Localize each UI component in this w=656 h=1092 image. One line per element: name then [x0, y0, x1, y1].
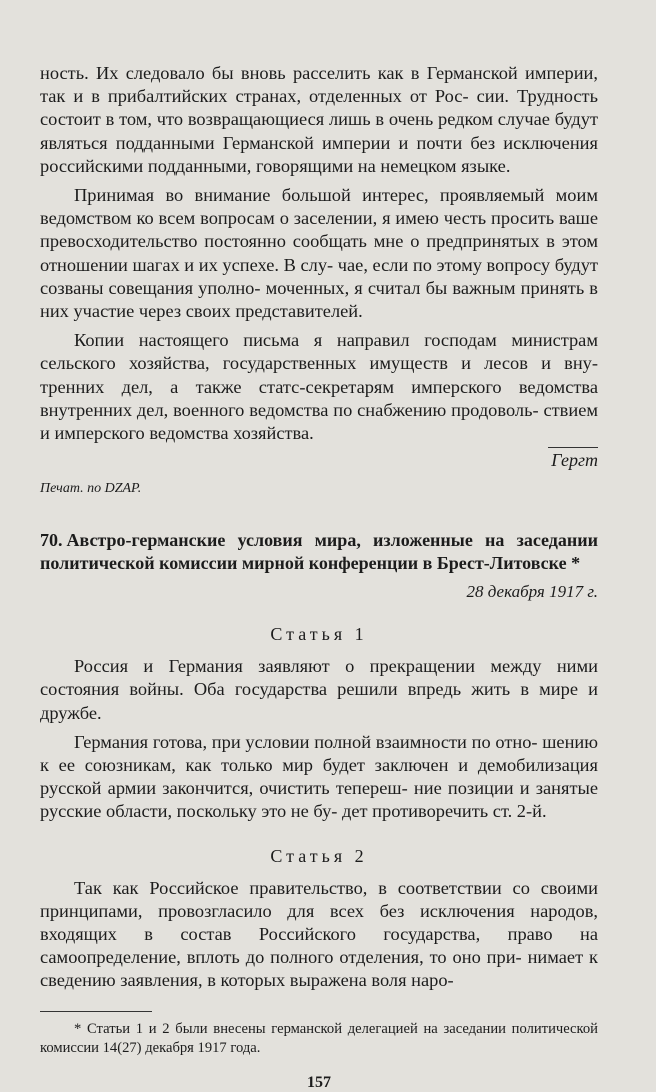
text-line: империи и почти без исключения российскими подданными,: [40, 132, 598, 176]
footnote: * Статьи 1 и 2 были внесены германской делегацией на заседании политической комиссии 14(27) декабря 1917 года.: [40, 1020, 598, 1056]
text-line: просить ваше превосходительство постоянно сообщать мне: [40, 208, 598, 252]
text-line: шению к ее союзникам, как только мир будет заключен и: [40, 731, 598, 776]
paragraph: [40, 62, 598, 178]
paragraph: [40, 877, 598, 993]
text-line: ние позиции и занятые русские области, поскольку это не бу-: [40, 778, 599, 822]
text-line: сии. Трудность состоит в том, что возвращающиеся лишь в: [40, 86, 598, 130]
article-2-body: [40, 877, 598, 993]
text-line: очень редком случае будут являться подданными Германской: [40, 109, 598, 153]
text-line: Россия и Германия заявляют о прекращении между ними: [74, 656, 598, 677]
paragraph: [40, 184, 598, 323]
paragraph: [40, 655, 598, 725]
text-line: о предпринятых в этом отношении шагах и их успехе. В слу-: [40, 231, 598, 275]
text-line: своих представителей.: [185, 301, 363, 322]
text-line: Германия готова, при условии полной взаимности по отно-: [74, 731, 538, 752]
source-note: Печат. по DZAP.: [40, 481, 142, 497]
text-line: внутренних дел, военного ведомства по снабжению продоволь-: [40, 399, 539, 420]
letter-body: [40, 62, 598, 445]
document-number: 70.: [40, 530, 63, 551]
text-line: тренних дел, а также статс-секретарям имперского ведомства: [40, 376, 598, 397]
text-line: Принимая во внимание большой интерес, проявляемый: [74, 185, 545, 206]
article-1-body: [40, 655, 598, 823]
signature-block: [40, 449, 598, 471]
text-line: Так как Российское правительство, в соответствии со: [74, 877, 530, 898]
paragraph: [40, 329, 598, 445]
text-line: нимает к сведению заявления, в которых выражена воля наро-: [40, 947, 598, 991]
text-line: моим ведомством ко всем вопросам о заселении, я имею честь: [40, 185, 598, 229]
text-line: империи, так и в прибалтийских странах, отделенных от Рос-: [40, 63, 598, 107]
paragraph: [40, 731, 598, 824]
text-line: своими принципами, провозгласило для всех без исключения: [40, 877, 598, 921]
text-line: демобилизация русской армии закончится, очистить теперeш-: [40, 755, 598, 799]
text-column: [40, 62, 598, 1092]
footnote-rule: [40, 1011, 152, 1012]
signature-dash: [548, 447, 598, 448]
signature: Гергт: [551, 450, 598, 471]
article-1-heading: Статья 1: [270, 624, 368, 645]
text-line: дет противоречить ст. 2-й.: [342, 801, 547, 822]
text-line: ность. Их следовало бы вновь расселить как в Германской: [40, 63, 518, 83]
article-2-heading: Статья 2: [270, 845, 368, 866]
document-heading: [40, 529, 598, 574]
text-line: чае, если по этому вопросу будут созваны совещания уполно-: [40, 254, 598, 298]
text-line: ствием и имперского ведомства хозяйства.: [40, 399, 598, 444]
text-line: моченных, я считал бы важным принять в них участие через: [40, 277, 598, 322]
document-title: Австро-германские условия мира, изложенные на заседании политической комиссии мирной конференции в Брест-Литовске *: [40, 530, 598, 573]
document-date: 28 декабря 1917 г.: [466, 582, 598, 602]
text-line: состояния войны. Оба государства решили впредь жить в мире: [40, 679, 578, 700]
text-line: говорящими на немецком языке.: [256, 155, 511, 176]
text-line: на самоопределение, вплоть до полного отделения, то оно при-: [40, 924, 598, 968]
text-line: и дружбе.: [40, 679, 598, 723]
text-line: Копии настоящего письма я направил господам министрам: [74, 330, 598, 351]
page-number: 157: [307, 1073, 331, 1091]
text-line: народов, входящих в состав Российского государства, право: [40, 900, 598, 945]
text-line: сельского хозяйства, государственных имуществ и лесов и вну-: [40, 353, 598, 374]
